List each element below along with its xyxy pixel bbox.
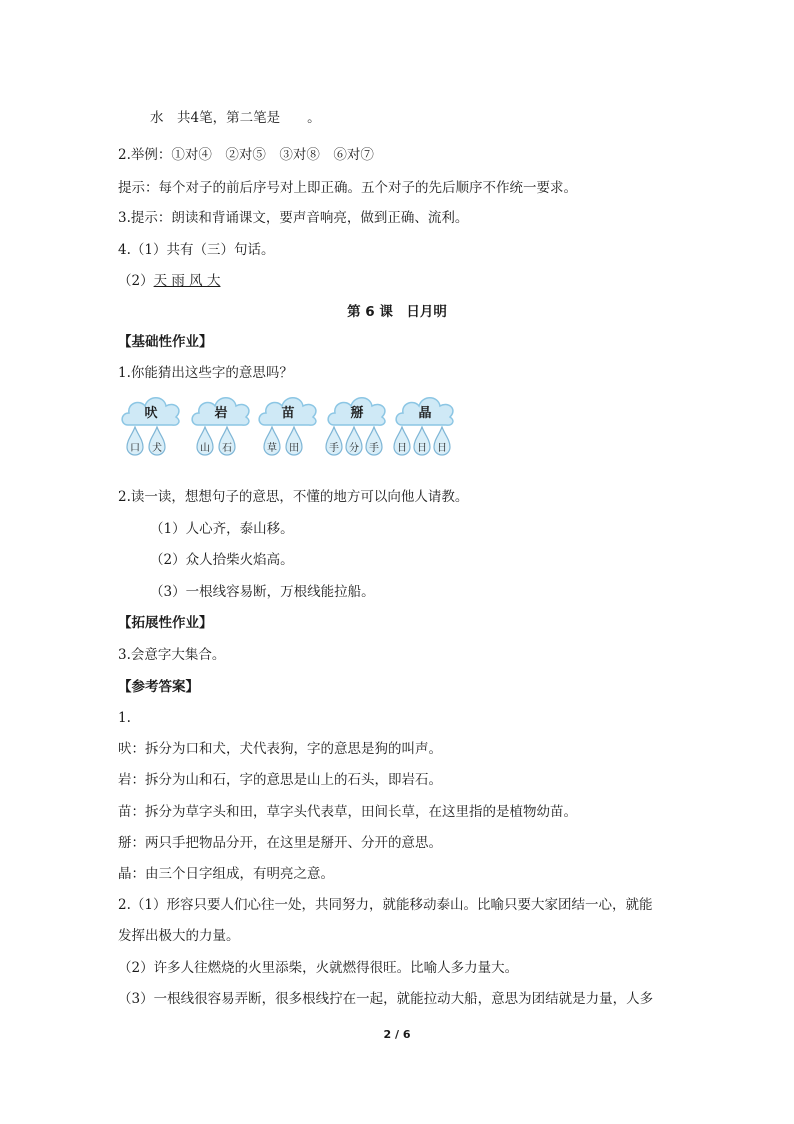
drop-char: 草	[267, 443, 277, 454]
drops	[188, 426, 254, 462]
line-weather-words	[118, 271, 220, 291]
answer-1-yan: 岩：拆分为山和石，字的意思是山上的石头，即岩石。	[118, 772, 442, 788]
lesson-title: 第 6 课 日月明	[347, 304, 447, 320]
line-shui: 水 共4笔，第二笔是 。	[150, 110, 321, 126]
cloud-group-jing	[392, 393, 458, 454]
drops	[392, 426, 458, 462]
drops	[324, 426, 390, 462]
drop-char: 山	[200, 443, 210, 454]
question-2-1: （1）人心齐，泰山移。	[150, 521, 294, 537]
question-2-3: （3）一根线容易断，万根线能拉船。	[150, 584, 375, 600]
answer-2-1b: 发挥出极大的力量。	[118, 928, 240, 944]
cloud-group-yan	[188, 393, 254, 454]
drop-icon	[365, 426, 383, 456]
answer-1: 1.	[118, 710, 131, 726]
cloud-row	[118, 393, 458, 465]
question-3: 3.会意字大集合。	[118, 647, 226, 663]
drop-icon	[218, 426, 236, 456]
cloud-char: 晶	[418, 406, 432, 421]
cloud-icon	[118, 393, 184, 429]
cloud-icon	[255, 393, 321, 429]
cloud-char: 掰	[350, 406, 364, 421]
drops	[118, 426, 184, 462]
drop-icon	[263, 426, 281, 456]
page-number: 2 / 6	[383, 1028, 411, 1041]
question-2-2: （2）众人拾柴火焰高。	[150, 552, 294, 568]
answer-2-2: （2）许多人往燃烧的火里添柴，火就燃得很旺。比喻人多力量大。	[118, 960, 519, 976]
drop-char: 田	[289, 443, 299, 454]
answer-2-3: （3）一根线很容易弄断，很多根线拧在一起，就能拉动大船，意思为团结就是力量，人多	[118, 991, 654, 1007]
drop-char: 日	[417, 443, 427, 454]
cloud-group-bai	[324, 393, 390, 454]
drop-char: 口	[130, 443, 140, 454]
drop-icon	[148, 426, 166, 456]
cloud-group-fei	[118, 393, 184, 454]
cloud-char: 岩	[214, 406, 228, 421]
drop-icon	[393, 426, 411, 456]
cloud-group-miao	[255, 393, 321, 454]
line-example: 2.举例：①对④ ②对⑤ ③对⑧ ⑥对⑦	[118, 147, 374, 163]
drop-icon	[433, 426, 451, 456]
line-hint-pairs: 提示：每个对子的前后序号对上即正确。五个对子的先后顺序不作统一要求。	[118, 180, 577, 196]
line-sentence-count: 4.（1）共有（三）句话。	[118, 242, 275, 258]
drop-char: 犬	[152, 443, 162, 454]
drops	[255, 426, 321, 462]
weather-words: 天 雨 风 大	[153, 273, 221, 289]
cloud-icon	[392, 393, 458, 429]
drop-icon	[126, 426, 144, 456]
section-basic: 【基础性作业】	[118, 334, 213, 350]
cloud-char: 苗	[281, 406, 295, 421]
drop-icon	[196, 426, 214, 456]
cloud-char: 吠	[144, 406, 158, 421]
drop-char: 石	[222, 443, 232, 454]
answer-1-fei: 吠：拆分为口和犬，犬代表狗，字的意思是狗的叫声。	[118, 741, 442, 757]
cloud-icon	[324, 393, 390, 429]
section-extended: 【拓展性作业】	[118, 615, 213, 631]
drop-char: 日	[397, 443, 407, 454]
cloud-icon	[188, 393, 254, 429]
section-answers: 【参考答案】	[118, 679, 199, 695]
drop-char: 日	[437, 443, 447, 454]
answer-1-miao: 苗：拆分为草字头和田，草字头代表草，田间长草，在这里指的是植物幼苗。	[118, 804, 577, 820]
drop-icon	[285, 426, 303, 456]
drop-icon	[345, 426, 363, 456]
drop-char: 手	[329, 443, 339, 454]
answer-1-jing: 晶：由三个日字组成，有明亮之意。	[118, 866, 334, 882]
answer-2-1a: 2.（1）形容只要人们心往一处，共同努力，就能移动泰山。比喻只要大家团结一心，就能	[118, 897, 653, 913]
weather-prefix: （2）	[118, 273, 154, 289]
drop-char: 手	[369, 443, 379, 454]
drop-icon	[413, 426, 431, 456]
drop-char: 分	[349, 443, 359, 454]
drop-icon	[325, 426, 343, 456]
question-1: 1.你能猜出这些字的意思吗？	[118, 365, 293, 381]
answer-1-bai: 掰：两只手把物品分开，在这里是掰开、分开的意思。	[118, 835, 442, 851]
question-2: 2.读一读，想想句子的意思，不懂的地方可以向他人请教。	[118, 489, 469, 505]
line-hint-read: 3.提示：朗读和背诵课文，要声音响亮，做到正确、流利。	[118, 210, 469, 226]
